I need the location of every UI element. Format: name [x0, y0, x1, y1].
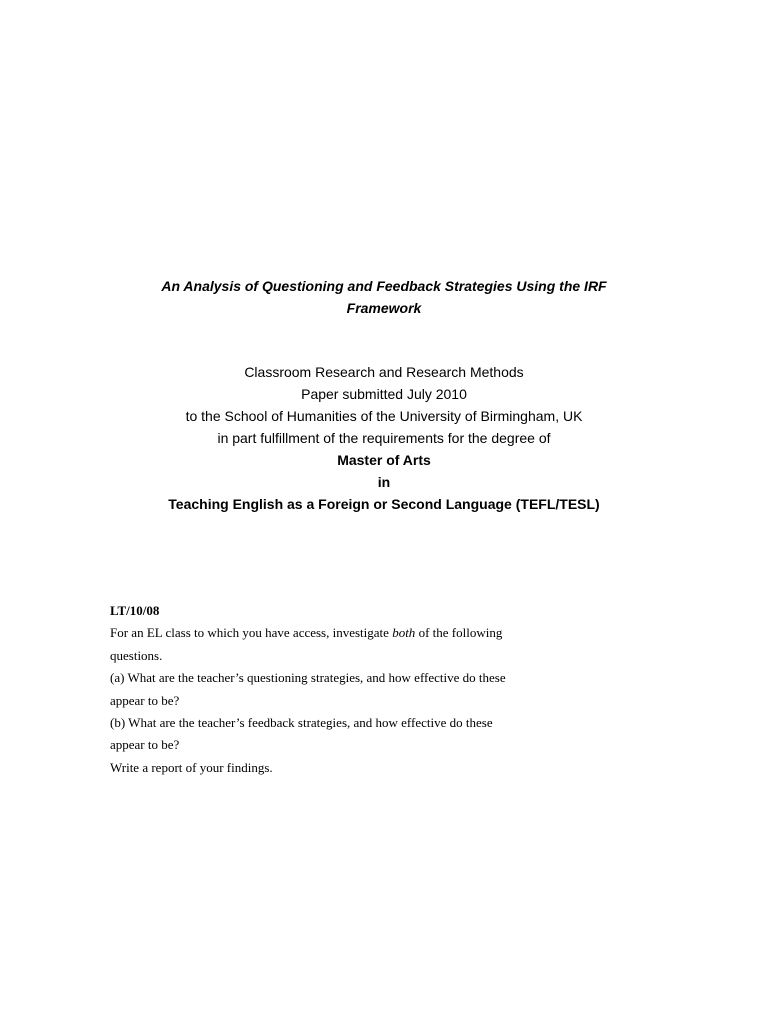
assignment-question [110, 600, 670, 779]
paper-title [0, 275, 768, 319]
assignment-code: LT/10/08 [110, 603, 160, 618]
school-line: to the School of Humanities of the University of Birmingham, UK [185, 408, 583, 424]
question-b-line-2: appear to be? [110, 737, 180, 753]
intro-text-after: of the following [415, 625, 503, 641]
submission-info [0, 361, 768, 515]
degree-in: in [377, 474, 391, 490]
program-name: Teaching English as a Foreign or Second Language (TEFL/TESL) [168, 496, 600, 512]
question-a-line-1: (a) What are the teacher’s questioning strategies, and how effective do these [110, 670, 506, 686]
question-b-line-1: (b) What are the teacher’s feedback strategies, and how effective do these [110, 715, 493, 731]
assignment-intro [110, 622, 670, 644]
question-a-line-2: appear to be? [110, 692, 180, 708]
fulfillment-line: in part fulfillment of the requirements for the degree of [217, 430, 551, 446]
paper-title-line-2: Framework [346, 300, 422, 316]
intro-emphasis: both [392, 625, 416, 641]
paper-title-line-1: An Analysis of Questioning and Feedback Strategies Using the IRF [161, 278, 607, 294]
submission-date: Paper submitted July 2010 [301, 386, 467, 402]
assignment-intro-line-2: questions. [110, 647, 163, 663]
intro-text-before: For an EL class to which you have access, investigate [110, 625, 393, 641]
assignment-closing: Write a report of your findings. [110, 759, 273, 775]
degree-name: Master of Arts [337, 452, 431, 468]
course-name: Classroom Research and Research Methods [244, 364, 524, 380]
